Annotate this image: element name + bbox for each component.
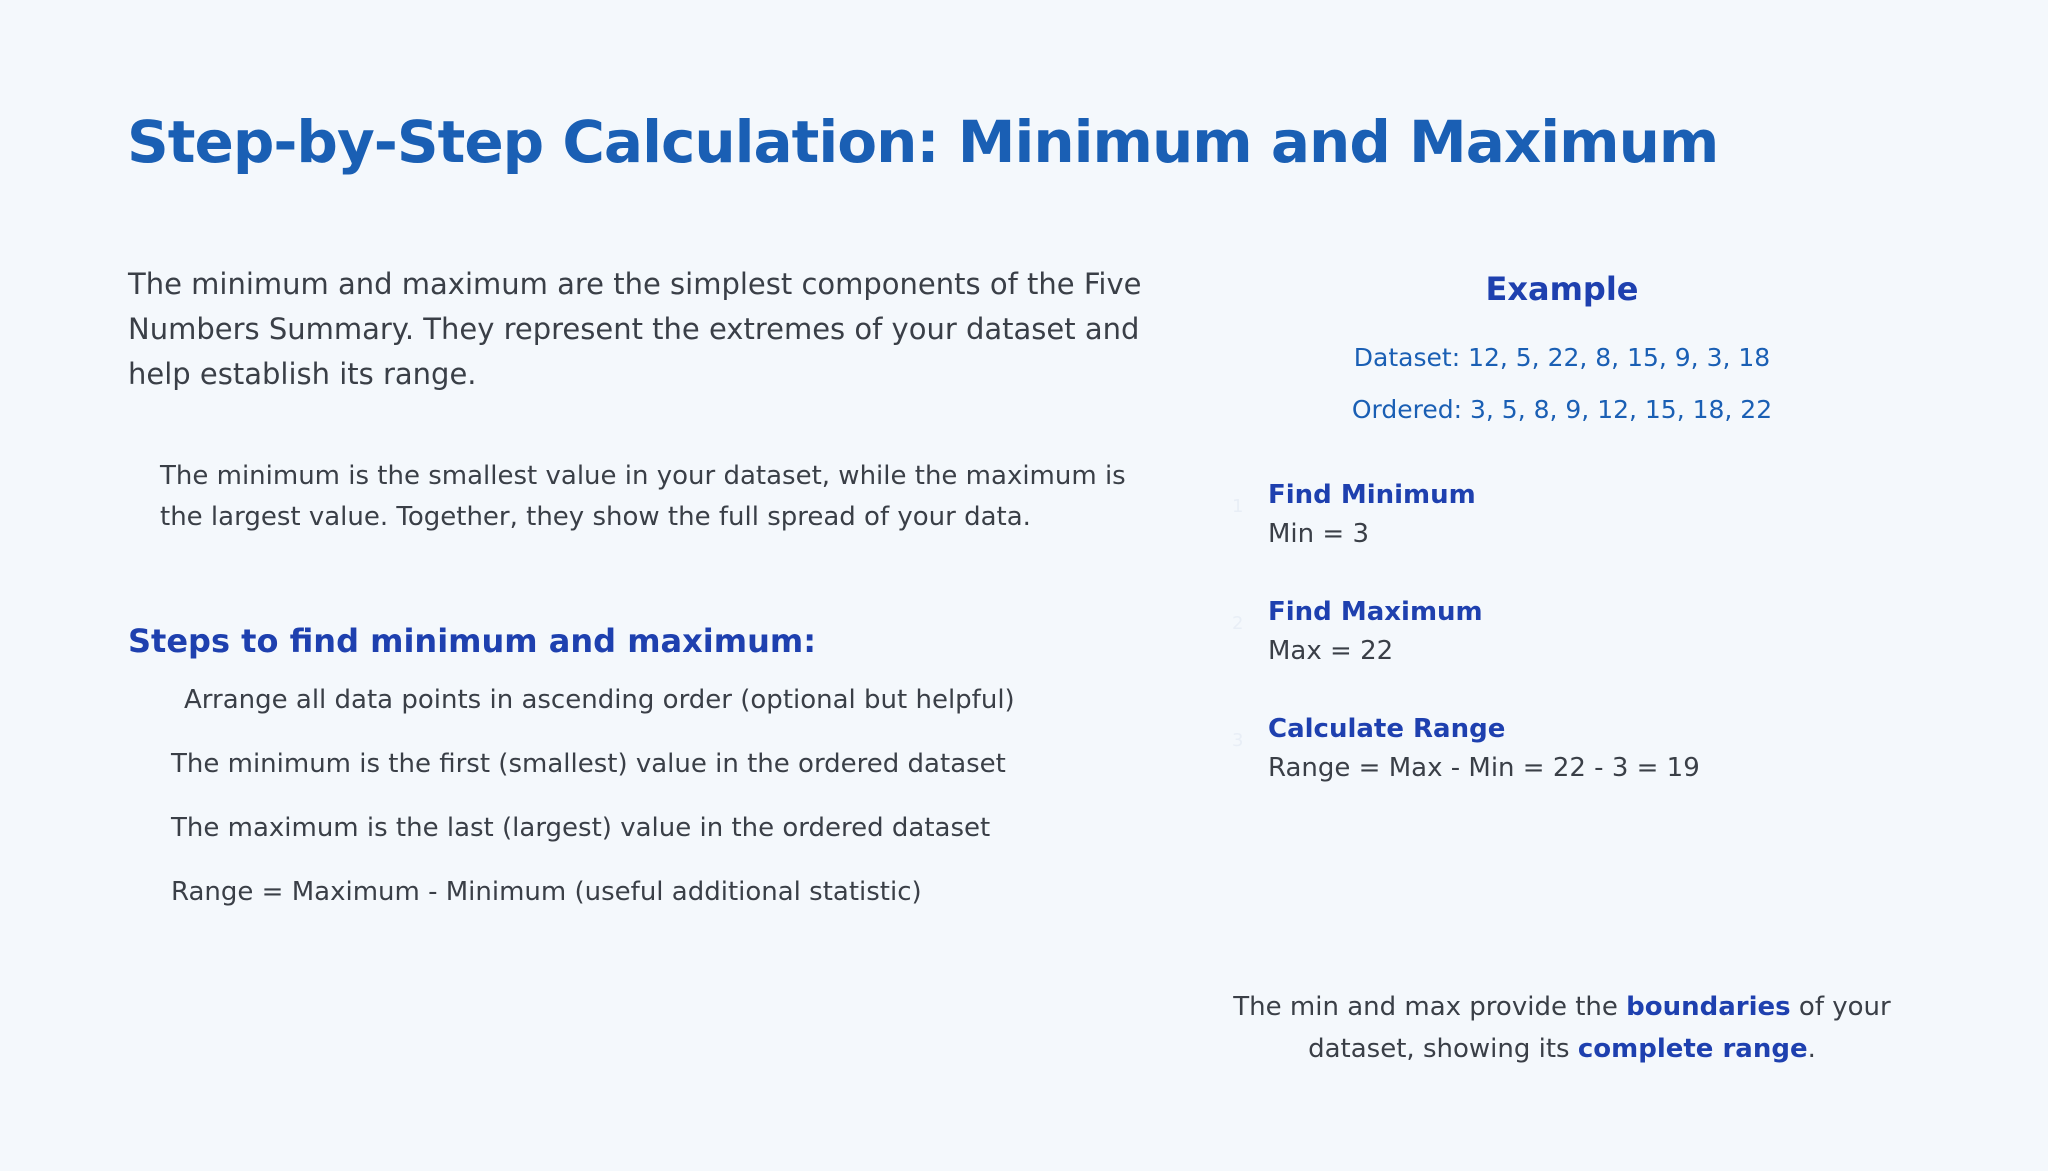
example-dataset: Dataset: 12, 5, 22, 8, 15, 9, 3, 18 (1353, 343, 1771, 372)
step-item: The maximum is the last (largest) value in the ordered dataset (171, 813, 991, 843)
step-item: Arrange all data points in ascending order (optional but helpful) (184, 685, 1015, 715)
example-step-title: Find Minimum (1268, 480, 1476, 510)
summary-note (1232, 986, 1892, 1070)
step-number: 3 (1232, 730, 1244, 751)
step-number: 2 (1232, 613, 1244, 634)
example-step-title: Find Maximum (1268, 597, 1483, 627)
example-step-value: Max = 22 (1268, 636, 1394, 666)
example-step-value: Min = 3 (1268, 519, 1369, 549)
steps-heading: Steps to find minimum and maximum: (128, 622, 817, 660)
example-step-title: Calculate Range (1268, 714, 1506, 744)
example-title: Example (1485, 270, 1639, 308)
example-step (1232, 593, 1892, 671)
example-steps (1232, 476, 1892, 788)
note-text: . (1807, 1034, 1816, 1064)
steps-list (128, 684, 1148, 908)
explanation-column (128, 262, 1148, 940)
note-highlight-range: complete range (1577, 1034, 1808, 1064)
definition-callout: The minimum is the smallest value in your dataset, while the maximum is the largest value. Together, they show the full spread of your data. (160, 461, 1126, 532)
example-step (1232, 476, 1892, 554)
example-step (1232, 710, 1892, 788)
note-text: The min and max provide the (1233, 992, 1627, 1022)
example-ordered: Ordered: 3, 5, 8, 9, 12, 15, 18, 22 (1351, 395, 1773, 424)
note-highlight-boundaries: boundaries (1626, 992, 1791, 1022)
step-item: The minimum is the first (smallest) value in the ordered dataset (171, 749, 1006, 779)
page-title: Step-by-Step Calculation: Minimum and Maximum (127, 108, 1719, 176)
step-item: Range = Maximum - Minimum (useful additional statistic) (171, 877, 922, 907)
note-text: of your dataset, showing its (1308, 992, 1891, 1064)
intro-paragraph: The minimum and maximum are the simplest components of the Five Numbers Summary. They represent the extremes of your dataset and help establish its range. (128, 267, 1142, 391)
step-number: 1 (1232, 496, 1244, 517)
example-step-value: Range = Max - Min = 22 - 3 = 19 (1268, 753, 1700, 783)
example-panel (1232, 262, 1892, 827)
